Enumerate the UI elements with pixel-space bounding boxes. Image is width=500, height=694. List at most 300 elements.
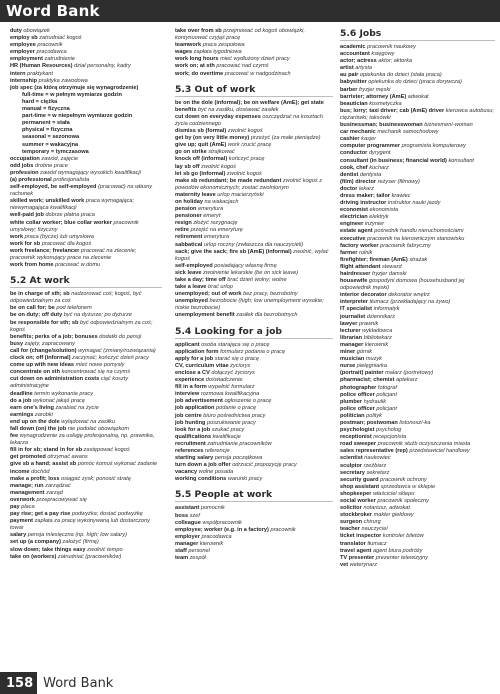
- word-entry: [10, 539, 162, 546]
- entry-term: electrician: [340, 214, 368, 221]
- entry-translation: dział personalny, kadry: [74, 63, 131, 70]
- word-entry: [340, 498, 495, 505]
- entry-translation: wymagać (zmiany/rozwiązania): [78, 347, 156, 354]
- entry-translation: mieć wydłużony dzień pracy: [220, 56, 290, 63]
- entry-translation: zarząd: [46, 489, 63, 496]
- entry-term: colleague: [175, 519, 201, 526]
- word-entry: [175, 142, 333, 149]
- word-entry: [10, 71, 162, 78]
- word-entry: [10, 369, 162, 376]
- entry-translation: podwyżka; dostać podwyżkę: [71, 511, 143, 518]
- entry-term: sculptor: [340, 462, 363, 469]
- word-entry: [175, 234, 333, 241]
- word-entry: [10, 504, 162, 511]
- entry-translation: zwolnić kogoś: [227, 128, 263, 135]
- entry-translation: współpracownik: [202, 519, 242, 526]
- entry-term: get promoted: [10, 454, 46, 461]
- entry-term: summer = wakacyjna: [22, 141, 79, 148]
- entry-translation: pracodawca: [201, 533, 232, 540]
- word-entry: [175, 71, 333, 78]
- entry-translation: reżyser (filmowy): [377, 178, 420, 185]
- entry-term: management: [10, 489, 45, 496]
- word-entry: [175, 199, 333, 206]
- entry-translation: przejść na emeryturę: [190, 227, 243, 234]
- entry-term: executive: [340, 235, 366, 242]
- entry-term: (a) professional: [10, 176, 52, 183]
- word-entry: [175, 56, 333, 63]
- word-entry: [340, 172, 495, 179]
- entry-translation: informatyk: [373, 306, 400, 313]
- entry-translation: rolnik: [358, 249, 373, 256]
- word-entry: [340, 463, 495, 470]
- entry-term: doctor: [340, 185, 358, 192]
- word-entry: [10, 170, 162, 177]
- entry-term: make sb redundant; be made redundant: [175, 177, 282, 184]
- entry-translation: nauczyciel: [361, 526, 388, 533]
- entry-term: photographer: [340, 384, 377, 391]
- word-entry: [175, 548, 333, 555]
- entry-translation: kasjer: [361, 136, 377, 143]
- word-entry: [340, 257, 495, 264]
- entry-term: estate agent: [340, 228, 373, 235]
- entry-term: work long hours: [175, 56, 219, 63]
- word-entry: [175, 270, 333, 277]
- entry-term: actor; actress: [340, 58, 377, 65]
- entry-term: fee: [10, 433, 19, 440]
- entry-term: apply for a job: [175, 355, 214, 362]
- word-entry: [175, 312, 333, 319]
- entry-term: be in charge of sth; sb: [10, 291, 70, 298]
- entry-term: busy: [10, 340, 24, 347]
- word-entry: [10, 483, 162, 490]
- word-entry: [340, 87, 495, 94]
- entry-term: car mechanic: [340, 129, 376, 136]
- word-entry: [340, 264, 495, 271]
- entry-translation: pensja miesięczna (np. high; low salary): [27, 532, 127, 539]
- entry-translation: weterynarz: [349, 561, 378, 568]
- word-entry: [10, 341, 162, 348]
- entry-term: sales representative (rep): [340, 448, 408, 455]
- word-entry: [340, 370, 495, 377]
- section-heading-looking-for-a-job: 5.4 Looking for a job: [175, 326, 333, 339]
- entry-term: au pair: [340, 72, 359, 79]
- entry-term: end up on the dole: [10, 418, 60, 425]
- entry-translation: założyć (firmę): [62, 539, 99, 546]
- word-entry: [340, 342, 495, 349]
- entry-term: CV, curriculum vitae: [175, 362, 229, 369]
- word-entry: [175, 213, 333, 220]
- entry-term: work from home: [10, 262, 54, 269]
- word-entry: [10, 291, 162, 305]
- entry-term: shop assistant: [340, 483, 380, 490]
- entry-term: farmer: [340, 249, 358, 256]
- entry-term: interior decorator: [340, 292, 387, 299]
- entry-translation: być odpowiedzialnym za coś; kogoś: [10, 319, 153, 333]
- entry-term: engineer: [340, 221, 364, 228]
- entry-translation: biznesmen/-woman: [424, 122, 473, 129]
- entry-translation: emerytura: [198, 206, 224, 213]
- entry-translation: instruktor nauki jazdy: [387, 200, 441, 207]
- entry-translation: zarządzać: [45, 482, 71, 489]
- entry-translation: brać dzień wolny; wolne: [227, 277, 287, 283]
- word-entry: [175, 384, 333, 391]
- entry-translation: ciąć koszty administracyjne: [10, 376, 129, 390]
- word-entry: [175, 291, 333, 298]
- entry-translation: posiadający własną firmę: [214, 262, 277, 269]
- word-entry: [175, 298, 333, 312]
- entry-term: overwork: [10, 496, 35, 503]
- entry-translation: pracować w nadgodzinach: [224, 70, 291, 77]
- entry-translation: kosmetyczka: [369, 100, 402, 107]
- entry-list-general: [10, 28, 162, 269]
- entry-term: work; do overtime: [175, 70, 224, 77]
- entry-term: vacancy: [175, 469, 198, 476]
- entry-translation: zatrudniać (pracowników): [57, 553, 122, 560]
- entry-term: slow down; take things easy: [10, 546, 86, 553]
- entry-translation: fryzjer damski: [372, 271, 407, 277]
- word-entry: [10, 234, 162, 241]
- word-entry: [10, 85, 162, 92]
- entry-translation: być na zasiłku, dostawać zasiłek: [198, 106, 279, 113]
- entry-translation: aptekarz: [395, 377, 418, 384]
- word-entry: [10, 490, 162, 497]
- word-entry: [175, 164, 333, 171]
- entry-term: be responsible for sth; sb: [10, 319, 79, 326]
- entry-term: accountant: [340, 51, 370, 58]
- entry-term: employee; worker (e.g. in a factory): [175, 526, 269, 533]
- entry-term: give sb a hand; assist sb: [10, 461, 77, 468]
- footer-bar: [0, 672, 500, 694]
- entry-translation: ogłoszenie o pracę: [224, 398, 272, 405]
- word-entry: [175, 370, 333, 377]
- entry-translation: nadzorować coś; kogoś, być odpowiedzialnym za coś: [10, 291, 142, 305]
- entry-term: knock off (informal): [175, 156, 228, 163]
- entry-translation: emerytura: [203, 234, 230, 241]
- entry-term: pensioner: [175, 213, 202, 220]
- word-entry: [340, 491, 495, 498]
- entry-translation: obowiązek: [23, 28, 50, 34]
- word-entry: [175, 149, 333, 156]
- word-entry: [340, 299, 495, 306]
- entry-term: boss: [175, 512, 189, 519]
- entry-term: references: [175, 447, 204, 454]
- entry-translation: gospodyni domowa (househusband jej odpowiednik męski): [340, 278, 465, 292]
- word-entry: [340, 455, 495, 462]
- entry-term: part-time = w niepełnym wymiarze godzin: [22, 113, 133, 120]
- entry-translation: bez pracy, bezrobotny: [243, 291, 298, 298]
- entry-translation: dodatki do pensji: [99, 333, 142, 340]
- section-heading-out-of-work: 5.3 Out of work: [175, 84, 333, 97]
- word-entry: [10, 433, 162, 447]
- word-entry: [10, 78, 162, 85]
- entry-term: be on call for; be: [10, 305, 55, 312]
- word-entry: [10, 532, 162, 539]
- entry-term: beautician: [340, 100, 368, 107]
- entry-term: solicitor: [340, 505, 362, 512]
- entry-term: driving instructor: [340, 200, 387, 207]
- entry-term: fall down (on) the job: [10, 425, 67, 432]
- entry-translation: pracownik: [270, 526, 296, 533]
- entry-translation: pracownik na kierowniczym stanowisku: [367, 235, 465, 242]
- entry-term: full-time = w pełnym wymiarze godzin: [22, 91, 122, 98]
- entry-translation: praca (bycze) lub umysłowa: [24, 233, 94, 240]
- entry-translation: fotograf: [377, 384, 397, 391]
- word-entry: [10, 419, 162, 426]
- word-entry: [175, 135, 333, 142]
- word-entry: [340, 236, 495, 243]
- word-entry: [340, 186, 495, 193]
- entry-list-jobs: [340, 44, 495, 569]
- section-heading-jobs: 5.6 Jobs: [340, 28, 495, 41]
- entry-term: get by (on very little money): [175, 135, 250, 142]
- entry-list-at-work-continued: [175, 28, 333, 78]
- entry-translation: szef: [189, 512, 200, 519]
- word-entry: [10, 305, 162, 312]
- entry-term: applicant: [175, 341, 200, 348]
- entry-translation: wykonać jakąś pracę: [33, 397, 85, 404]
- entry-term: cook, chef: [340, 164, 368, 171]
- word-entry: [175, 249, 333, 263]
- word-entry: [340, 512, 495, 519]
- word-entry: [175, 434, 333, 441]
- entry-term: translator: [340, 540, 366, 547]
- entry-translation: nie podołać obowiązkom: [67, 425, 130, 432]
- entry-term: psychologist: [340, 427, 375, 434]
- section-heading-people-at-work: 5.5 People at work: [175, 489, 333, 502]
- entry-term: road sweeper: [340, 441, 377, 448]
- entry-translation: praktyka zawodowa: [38, 77, 88, 84]
- entry-term: call for (change/solution): [10, 347, 77, 354]
- entry-translation: osoba starająca się o pracę: [201, 341, 270, 348]
- entry-translation: zwolnić, wylać kogoś: [175, 248, 329, 262]
- entry-translation: steward: [381, 263, 402, 270]
- word-entry: [10, 398, 162, 405]
- word-entry: [175, 520, 333, 527]
- entry-translation: wynagrodzenie za usługę profesjonalną, np. prawnika, lekarza: [10, 433, 155, 447]
- entry-translation: wykładowca: [362, 327, 393, 334]
- entry-translation: zarabiać na życie: [55, 404, 99, 411]
- entry-translation: przejmować od kogoś obowiązki, kontynuować czyjąś pracę: [175, 28, 305, 42]
- entry-term: unemployed: [175, 298, 208, 305]
- entry-translation: zawód wymagający wysokich kwalifikacji: [40, 169, 141, 176]
- entry-translation: sekretarz: [366, 469, 390, 476]
- entry-translation: zarobki: [34, 411, 53, 418]
- word-entry: [175, 534, 333, 541]
- word-entry: [175, 192, 333, 199]
- word-entry: [340, 72, 495, 79]
- entry-translation: dentysta: [359, 171, 382, 178]
- word-entry: [340, 79, 495, 86]
- entry-term: firefighter; fireman (AmE): [340, 256, 408, 263]
- entry-term: cut down on administration costs: [10, 376, 100, 383]
- word-entry: [340, 278, 495, 292]
- word-entry: [10, 127, 162, 134]
- word-entry: [175, 476, 333, 483]
- entry-translation: kierowca autobusu; ciężarówki; taksówki: [340, 107, 494, 121]
- word-entry: [340, 533, 495, 540]
- entry-term: work freelance; freelancer: [10, 247, 80, 254]
- entry-translation: pracować na zlecenie; pracownik wykonujący prace na zlecenie: [10, 247, 137, 261]
- entry-translation: policjant: [376, 391, 397, 398]
- word-entry: [175, 441, 333, 448]
- word-entry: [340, 207, 495, 214]
- column-3: [340, 28, 495, 569]
- entry-term: lay sb off: [175, 163, 200, 170]
- entry-term: factory worker: [340, 242, 379, 249]
- word-entry: [175, 413, 333, 420]
- entry-translation: pielęgniarka: [356, 363, 387, 370]
- word-entry: [340, 136, 495, 143]
- entry-term: experience: [175, 377, 205, 384]
- word-entry: [175, 356, 333, 363]
- word-entry: [175, 469, 333, 476]
- entry-term: HR (Human Resources): [10, 63, 73, 70]
- word-entry: [10, 35, 162, 42]
- entry-term: stockbroker: [340, 512, 373, 519]
- entry-term: take on (workers): [10, 553, 57, 560]
- entry-translation: strażak: [409, 256, 428, 263]
- entry-term: job advertisement: [175, 398, 223, 405]
- entry-translation: tłumacz: [367, 540, 387, 547]
- entry-term: set up (a company): [10, 539, 61, 546]
- word-entry: [340, 363, 495, 370]
- word-entry: [10, 312, 162, 319]
- entry-translation: oszczędzać na kosztach życia codziennego: [175, 113, 324, 127]
- entry-translation: zwolnić kogoś: [226, 170, 262, 177]
- entry-translation: pracownik ochrony: [380, 476, 427, 483]
- word-entry: [340, 228, 495, 235]
- entry-translation: pod telefonem: [56, 305, 92, 312]
- word-entry: [340, 165, 495, 172]
- entry-term: shopkeeper: [340, 490, 372, 497]
- entry-term: well-paid job: [10, 212, 44, 219]
- entry-term: sick leave: [175, 269, 202, 276]
- entry-term: housewife: [340, 278, 368, 285]
- entry-term: permanent = stała: [22, 120, 70, 127]
- entry-term: team: [175, 555, 189, 562]
- entry-translation: kwalifikacje: [212, 433, 241, 440]
- entry-term: take over from sb: [175, 28, 222, 34]
- entry-term: barber: [340, 86, 358, 93]
- word-entry: [175, 505, 333, 512]
- entry-term: seasonal = sezonowa: [22, 134, 80, 141]
- entry-term: deadline: [10, 390, 33, 397]
- word-entry: [175, 377, 333, 384]
- entry-term: job centre: [175, 412, 202, 419]
- word-entry: [10, 554, 162, 561]
- word-entry: [10, 412, 162, 419]
- word-entry: [175, 405, 333, 412]
- word-entry: [175, 227, 333, 234]
- word-entry: [10, 149, 162, 156]
- entry-translation: górnik: [356, 349, 373, 356]
- entry-term: cashier: [340, 136, 360, 143]
- entry-translation: makler giełdowy: [373, 512, 414, 519]
- word-entry: [340, 477, 495, 484]
- entry-translation: pracownik naukowy: [367, 44, 416, 50]
- entry-translation: pracować dla kogoś: [41, 240, 92, 247]
- entry-term: odd jobs: [10, 162, 34, 169]
- entry-term: white collar worker; blue collar worker: [10, 219, 112, 226]
- word-entry: [340, 548, 495, 555]
- entry-term: travel agent: [340, 547, 372, 554]
- word-entry: [340, 484, 495, 491]
- entry-translation: ekonomista: [369, 207, 399, 214]
- entry-term: job hunting: [175, 419, 206, 426]
- entry-term: bus; lorry; taxi driver; cab (AmE) driver: [340, 107, 445, 114]
- word-entry: [175, 462, 333, 469]
- word-entry: [175, 513, 333, 520]
- word-entry: [10, 391, 162, 398]
- entry-translation: recepcjonista: [373, 434, 407, 441]
- word-entry: [10, 248, 162, 262]
- word-entry: [340, 292, 495, 299]
- entry-translation: dziennikarz: [366, 313, 396, 320]
- word-entry: [175, 427, 333, 434]
- entry-term: enclose a CV: [175, 369, 210, 376]
- entry-translation: praca wymagająca; niewymagająca kwalifikacji: [10, 198, 135, 212]
- entry-term: secretary: [340, 469, 365, 476]
- entry-translation: polityk: [366, 412, 382, 419]
- word-entry: [10, 454, 162, 461]
- entry-term: occupation: [10, 155, 40, 162]
- entry-translation: kontroler biletów: [382, 533, 424, 540]
- entry-term: manager: [175, 540, 199, 547]
- entry-term: pay: [10, 504, 20, 510]
- entry-translation: dyrygent: [368, 150, 391, 157]
- word-entry: [10, 156, 162, 163]
- entry-translation: programista komputerowy: [401, 143, 466, 150]
- entry-term: surgeon: [340, 519, 363, 526]
- word-entry: [175, 555, 333, 562]
- word-entry: [175, 455, 333, 462]
- word-entry: [10, 469, 162, 476]
- word-entry: [10, 362, 162, 369]
- entry-term: come up with new ideas: [10, 362, 75, 369]
- entry-translation: bezrobocie (high; low unemployment wysokie; niskie bezrobocie): [175, 298, 324, 312]
- word-entry: [10, 42, 162, 49]
- word-entry: [175, 28, 333, 42]
- entry-translation: referencje: [204, 447, 230, 454]
- entry-term: postman; postwoman: [340, 419, 398, 426]
- entry-translation: psycholog: [376, 427, 402, 434]
- entry-term: assistant: [175, 505, 200, 512]
- entry-translation: profesjonalista: [53, 176, 90, 183]
- entry-translation: formularz podania o pracę: [220, 348, 286, 355]
- entry-translation: osiągać zysk; ponosić stratę: [61, 475, 131, 482]
- entry-term: fill in for sb; stand in for sb: [10, 447, 83, 454]
- word-entry: [175, 284, 333, 291]
- entry-term: police officer: [340, 405, 375, 412]
- word-entry: [10, 376, 162, 390]
- entry-translation: zatrudnienie: [44, 56, 75, 63]
- entry-translation: adwokat: [407, 93, 429, 100]
- word-entry: [340, 562, 495, 569]
- entry-term: earn one's living: [10, 404, 54, 411]
- word-entry: [175, 156, 333, 163]
- entry-term: go on strike: [175, 149, 207, 156]
- word-entry: [340, 150, 495, 157]
- entry-translation: personel: [188, 548, 210, 554]
- entry-term: employer: [10, 49, 35, 56]
- word-entry: [10, 106, 162, 113]
- entry-translation: pracodawca: [36, 49, 67, 56]
- entry-term: recruitment: [175, 440, 206, 447]
- entry-translation: sprzedawca w sklepie: [380, 483, 436, 490]
- entry-term: clock on; off (informal): [10, 355, 71, 362]
- section-heading-at-work: 5.2 At work: [10, 275, 162, 288]
- word-entry: [175, 398, 333, 405]
